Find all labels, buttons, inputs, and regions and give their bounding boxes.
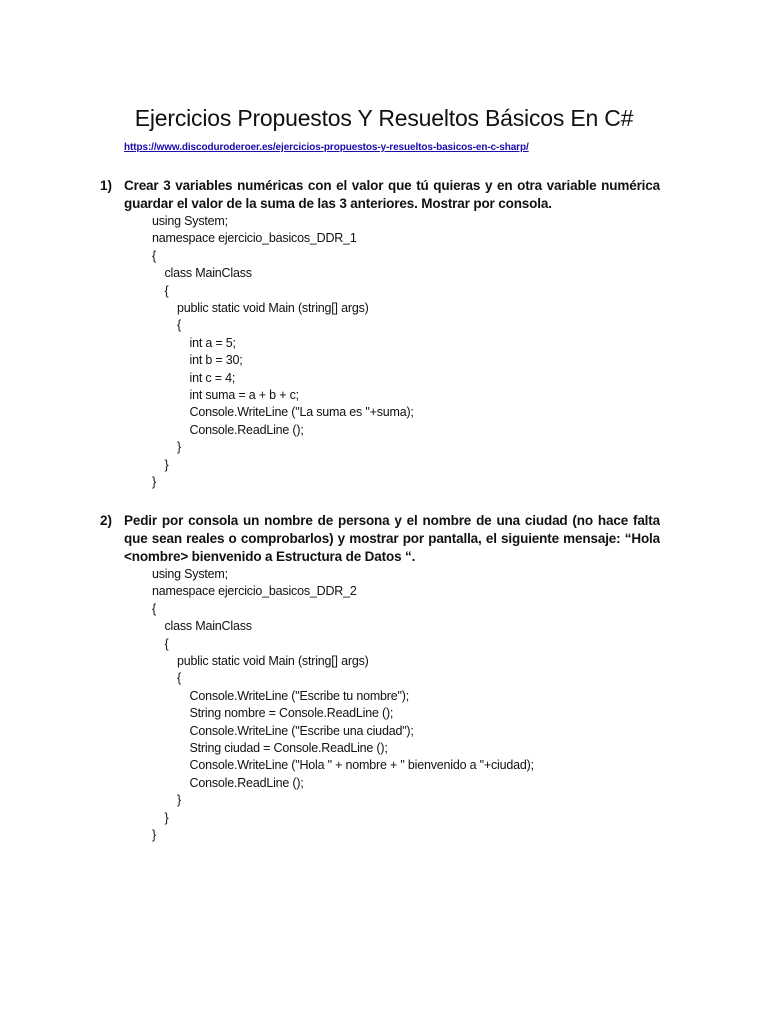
code-line: using System; bbox=[152, 214, 228, 228]
exercise-statement bbox=[124, 512, 660, 566]
page-title: Ejercicios Propuestos Y Resueltos Básicos En C# bbox=[134, 105, 634, 132]
code-line: } bbox=[152, 828, 156, 842]
exercise-number: 1) bbox=[100, 178, 113, 193]
code-line: Console.ReadLine (); bbox=[189, 422, 304, 437]
code-line: } bbox=[177, 440, 181, 455]
statement-line: <nombre> bienvenido a Estructura de Datos “. bbox=[124, 549, 416, 564]
statement-line: Crear 3 variables numéricas con el valor que tú quieras y en otra variable numérica bbox=[124, 178, 660, 193]
code-line: { bbox=[152, 601, 156, 616]
code-line: namespace ejercicio_basicos_DDR_2 bbox=[152, 584, 357, 599]
exercise-number: 2) bbox=[100, 513, 113, 528]
statement-line: guardar el valor de la suma de las 3 anteriores. Mostrar por consola. bbox=[124, 196, 552, 211]
code-line: class MainClass bbox=[164, 619, 252, 634]
code-line: { bbox=[164, 283, 169, 298]
code-line: using System; bbox=[152, 567, 228, 581]
code-line: int c = 4; bbox=[189, 370, 236, 385]
code-line: int suma = a + b + c; bbox=[189, 388, 299, 402]
code-line: Console.WriteLine ("La suma es "+suma); bbox=[189, 405, 414, 420]
code-line: Console.ReadLine (); bbox=[189, 775, 304, 790]
code-line: String nombre = Console.ReadLine (); bbox=[189, 706, 394, 721]
code-line: } bbox=[177, 793, 181, 808]
code-line: public static void Main (string[] args) bbox=[177, 301, 369, 315]
code-line: } bbox=[164, 810, 169, 825]
code-line: int a = 5; bbox=[189, 335, 236, 350]
source-link[interactable]: https://www.discoduroderoer.es/ejercicios-propuestos-y-resueltos-basicos-en-c-sharp/ bbox=[124, 142, 529, 153]
code-line: } bbox=[164, 457, 169, 472]
code-line: int b = 30; bbox=[189, 353, 243, 368]
code-line: class MainClass bbox=[164, 266, 252, 281]
code-line: Console.WriteLine ("Escribe una ciudad"); bbox=[189, 723, 414, 738]
statement-line: Pedir por consola un nombre de persona y el nombre de una ciudad (no hace falta bbox=[124, 513, 660, 528]
statement-line: que sean reales o comprobarlos) y mostrar por pantalla, el siguiente mensaje: “Hola bbox=[124, 531, 660, 546]
code-line: { bbox=[164, 636, 169, 651]
exercise-statement bbox=[124, 177, 660, 213]
code-line: Console.WriteLine ("Hola " + nombre + " bienvenido a "+ciudad); bbox=[189, 758, 534, 773]
code-line: { bbox=[177, 671, 181, 686]
code-line: Console.WriteLine ("Escribe tu nombre"); bbox=[189, 688, 409, 703]
code-line: } bbox=[152, 475, 156, 489]
code-line: { bbox=[177, 318, 181, 333]
code-line: namespace ejercicio_basicos_DDR_1 bbox=[152, 231, 357, 246]
code-line: public static void Main (string[] args) bbox=[177, 654, 369, 668]
code-line: String ciudad = Console.ReadLine (); bbox=[189, 741, 388, 755]
code-line: { bbox=[152, 248, 156, 263]
